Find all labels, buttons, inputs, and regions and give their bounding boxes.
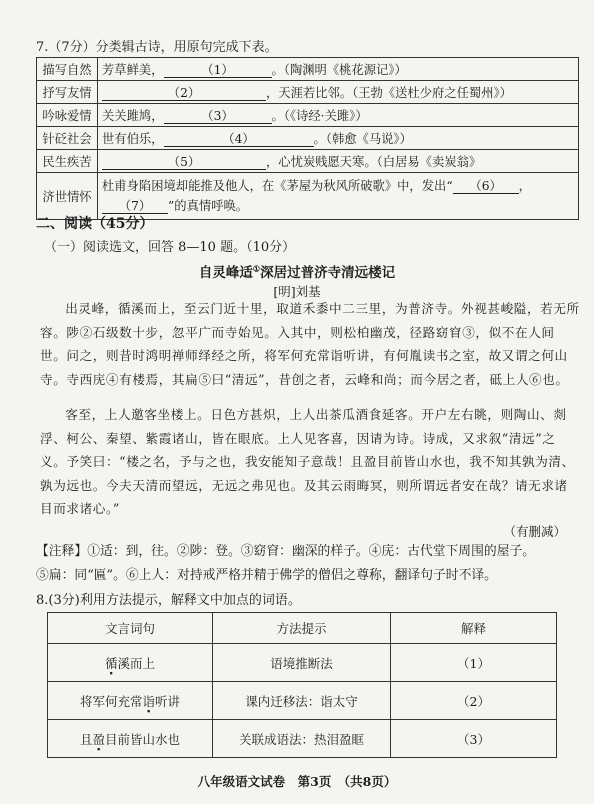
table-row — [48, 720, 557, 758]
column-header: 文言词句 — [48, 613, 213, 644]
method-cell: 关联成语法：热泪盈眶 — [213, 720, 391, 758]
annotation-line: 【注释】①适：到，往。②陟：登。③窈窅：幽深的样子。④庑：古代堂下周围的屋子。 — [36, 544, 536, 559]
poem-cell: （5） ，心忧炭贱愿天寒。（白居易《卖炭翁》 — [98, 150, 579, 173]
table-row — [48, 682, 557, 720]
answer-cell[interactable]: （2） — [391, 682, 557, 720]
page-footer: 八年级语文试卷 第3页 （共8页） — [197, 774, 397, 789]
answer-blank-7[interactable]: （7） — [102, 199, 168, 214]
method-cell: 课内迁移法：诣太守 — [213, 682, 391, 720]
answer-blank-2[interactable]: （2） — [102, 86, 266, 101]
dotted-word: 诣 — [142, 693, 155, 709]
dotted-word: 盈 — [92, 731, 105, 747]
question-8-heading: 8.(3分)利用方法提示，解释文中加点的词语。 — [36, 593, 301, 608]
category-cell: 描写自然 — [37, 58, 98, 81]
source-note: （有删减） — [503, 524, 566, 539]
column-header: 解释 — [391, 613, 557, 644]
category-cell: 吟咏爱情 — [37, 104, 98, 127]
article-paragraph-1: 出灵峰，循溪而上，至云门近十里，取道禾黍中二三里，为普济寺。外视甚峻隘，若无所容。陟②石级数十步，忽平广而寺始见。入其中，则松柏幽茂，径路窈窅③，似不在人间世。问之，则昔时鸿明禅师绎经之所，将军何充常诣听讲，有何胤读书之室，故又谓之何山寺。寺西庑④有楼焉，其扁⑤曰“清远”，昔创之者，云峰和尚；而今居之者，砥上人⑥也。 — [40, 301, 580, 387]
poem-table — [36, 57, 579, 220]
table-row — [37, 150, 579, 173]
question-7-heading: 7.（7分）分类辑古诗，用原句完成下表。 — [36, 40, 278, 55]
category-cell: 针砭社会 — [37, 127, 98, 150]
poem-cell: 杜甫身陷困境却能推及他人，在《茅屋为秋风所破歌》中，发出“ （6） ， （7） ”的真情呼唤。 — [98, 173, 579, 220]
table-header-row — [48, 613, 557, 644]
dotted-word: 循 — [104, 655, 118, 671]
poem-cell: 世有伯乐， （4） 。（韩愈《马说》） — [98, 127, 579, 150]
answer-cell[interactable]: （1） — [391, 644, 557, 682]
poem-cell: 关关雎鸠， （3） 。（《诗经·关雎》） — [98, 104, 579, 127]
article-title: 自灵峰适①深居过普济寺清远楼记 — [198, 263, 396, 281]
table-row — [48, 644, 557, 682]
column-header: 方法提示 — [213, 613, 391, 644]
answer-blank-6[interactable]: （6） — [453, 179, 519, 194]
annotation-line: ⑤扁：同“匾”。⑥上人：对持戒严格并精于佛学的僧侣之尊称，翻译句子时不译。 — [36, 568, 497, 583]
answer-cell[interactable]: （3） — [391, 720, 557, 758]
phrase-cell: 且盈目前皆山水也 — [48, 720, 213, 758]
article-paragraph-2: 客至，上人邀客坐楼上。日色方甚炽，上人出茶瓜酒食延客。开户左右眺，则陶山、剡浮、柯公、秦望、紫霞诸山，皆在眼底。上人见客喜，因请为诗。诗成，又求叙“清远”之义。予笑曰：“楼之名，予与之也，我安能知子意哉！且盈目前皆山水也，我不知其孰为清、孰为远也。今夫天清而望远，无远之弗见也。及其云雨晦冥，则所谓远者安在哉？请无求诸目而求诸心。” — [40, 407, 575, 516]
answer-blank-4[interactable]: （4） — [164, 132, 314, 147]
phrase-cell: 将军何充常诣听讲 — [48, 682, 213, 720]
poem-cell: 芳草鲜美， （1） 。（陶渊明《桃花源记》） — [98, 58, 579, 81]
category-cell: 民生疾苦 — [37, 150, 98, 173]
table-row — [37, 104, 579, 127]
category-cell: 抒写友情 — [37, 81, 98, 104]
answer-blank-1[interactable]: （1） — [164, 63, 272, 78]
method-table — [47, 612, 557, 758]
annotations — [36, 540, 582, 588]
reading-1-instruction: （一）阅读选文，回答 8—10 题。（10分） — [44, 240, 296, 255]
method-cell: 语境推断法 — [213, 644, 391, 682]
section-2-heading: 二、阅读（45分） — [36, 216, 154, 232]
answer-blank-5[interactable]: （5） — [102, 155, 266, 170]
table-row — [37, 127, 579, 150]
article-author: [明]刘基 — [273, 284, 321, 299]
poem-cell: （2） ，天涯若比邻。（王勃《送杜少府之任蜀州》） — [98, 81, 579, 104]
phrase-cell: 循溪而上 — [48, 644, 213, 682]
table-row — [37, 81, 579, 104]
table-row — [37, 58, 579, 81]
category-cell: 济世情怀 — [37, 173, 98, 220]
answer-blank-3[interactable]: （3） — [164, 109, 272, 124]
